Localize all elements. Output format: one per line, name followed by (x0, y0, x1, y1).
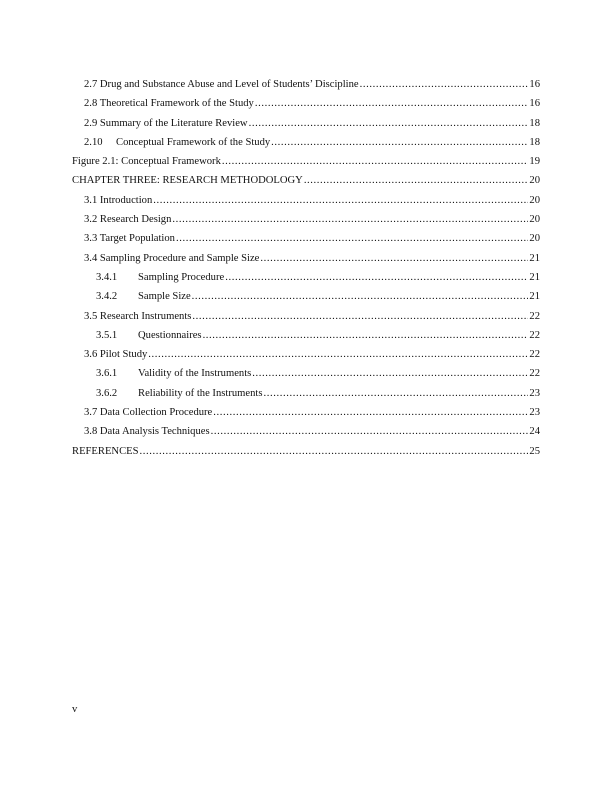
toc-entry-page: 20 (529, 233, 540, 245)
toc-entry-page: 19 (529, 156, 540, 168)
toc-entry-title: 2.7 Drug and Substance Abuse and Level of Students’ Discipline (84, 79, 359, 90)
dot-leader (211, 422, 529, 441)
toc-entry-page: 22 (529, 310, 540, 322)
dot-leader (304, 171, 529, 190)
toc-entry-page: 21 (529, 252, 540, 264)
toc-entry[interactable] (72, 152, 540, 171)
dot-leader (172, 210, 528, 229)
toc-entry-title: CHAPTER THREE: RESEARCH METHODOLOGY (72, 175, 303, 187)
toc-entry[interactable] (72, 133, 540, 152)
dot-leader (192, 307, 528, 326)
dot-leader (249, 114, 529, 133)
toc-entry-page: 22 (529, 368, 540, 380)
toc-entry-title: Validity of the Instruments (138, 368, 252, 380)
toc-entry-page: 18 (529, 117, 540, 129)
toc-entry[interactable] (72, 94, 540, 113)
dot-leader (271, 133, 528, 152)
dot-leader (203, 326, 529, 345)
dot-leader (192, 287, 529, 306)
toc-entry-number: 3.4.1 (96, 271, 118, 283)
dot-leader (213, 403, 528, 422)
toc-entry-title: 3.3 Target Population (84, 233, 175, 245)
toc-entry-number: 3.5.1 (96, 329, 118, 341)
dot-leader (222, 152, 529, 171)
toc-entry[interactable] (72, 249, 540, 268)
toc-entry-title: 3.2 Research Design (84, 214, 172, 226)
toc-entry-title: 3.1 Introduction (84, 194, 153, 206)
dot-leader (260, 249, 528, 268)
toc-entry[interactable] (72, 326, 540, 345)
toc-entry-title: Conceptual Framework of the Study (116, 136, 271, 148)
toc-entry-page: 22 (529, 349, 540, 361)
toc-entry[interactable] (72, 345, 540, 364)
dot-leader (225, 268, 528, 287)
toc-entry-title: Figure 2.1: Conceptual Framework (72, 156, 221, 168)
toc-entry-number: 3.6.2 (96, 387, 118, 399)
toc-entry-title: Sample Size (138, 291, 191, 303)
toc-entry-title: 2.8 Theoretical Framework of the Study (84, 98, 254, 110)
toc-entry[interactable] (72, 210, 540, 229)
toc-entry[interactable] (72, 442, 540, 461)
toc-entry-page: 21 (529, 271, 540, 283)
toc-entry-number: 2.10 (84, 136, 103, 148)
toc-entry[interactable] (72, 171, 540, 190)
dot-leader (255, 94, 529, 113)
toc-entry-title: 3.8 Data Analysis Techniques (84, 426, 210, 438)
toc-entry[interactable] (72, 403, 540, 422)
toc-entry-page: 16 (529, 98, 540, 110)
toc-entry[interactable] (72, 422, 540, 441)
dot-leader (263, 384, 528, 403)
toc-entry[interactable] (72, 191, 540, 210)
toc-entry[interactable] (72, 229, 540, 248)
toc-entry-page: 20 (529, 214, 540, 226)
page-number: v (72, 704, 78, 715)
toc-entry-page: 20 (529, 194, 540, 206)
toc-entry[interactable] (72, 114, 540, 133)
toc-entry-page: 21 (529, 291, 540, 303)
toc-entry[interactable] (72, 364, 540, 383)
toc-entry[interactable] (72, 268, 540, 287)
toc-entry-page: 18 (529, 136, 540, 148)
toc-entry[interactable] (72, 287, 540, 306)
toc-entry[interactable] (72, 75, 540, 94)
toc-entry-number: 3.4.2 (96, 291, 118, 303)
toc-entry-title: Reliability of the Instruments (138, 387, 263, 399)
toc-entry-title: 3.6 Pilot Study (84, 349, 148, 361)
toc-entry-title: 2.9 Summary of the Literature Review (84, 117, 248, 129)
toc-entry[interactable] (72, 307, 540, 326)
toc-entry-page: 23 (529, 387, 540, 399)
toc-entry-page: 22 (529, 329, 540, 341)
toc-entry-title: Sampling Procedure (138, 271, 225, 283)
table-of-contents (72, 75, 540, 461)
dot-leader (148, 345, 528, 364)
toc-entry-page: 20 (529, 175, 540, 187)
dot-leader (176, 229, 528, 248)
toc-entry-page: 16 (529, 79, 540, 90)
dot-leader (140, 442, 529, 461)
dot-leader (252, 364, 528, 383)
toc-entry-number: 3.6.1 (96, 368, 118, 380)
toc-entry-title: 3.4 Sampling Procedure and Sample Size (84, 252, 260, 264)
toc-entry-title: 3.7 Data Collection Procedure (84, 407, 213, 419)
toc-entry-title: REFERENCES (72, 445, 139, 457)
toc-entry-page: 23 (529, 407, 540, 419)
toc-entry-title: 3.5 Research Instruments (84, 310, 192, 322)
toc-entry-title: Questionnaires (138, 329, 202, 341)
toc-entry[interactable] (72, 384, 540, 403)
toc-entry-page: 25 (529, 445, 540, 457)
dot-leader (153, 191, 528, 210)
toc-entry-page: 24 (529, 426, 540, 438)
dot-leader (360, 75, 529, 94)
